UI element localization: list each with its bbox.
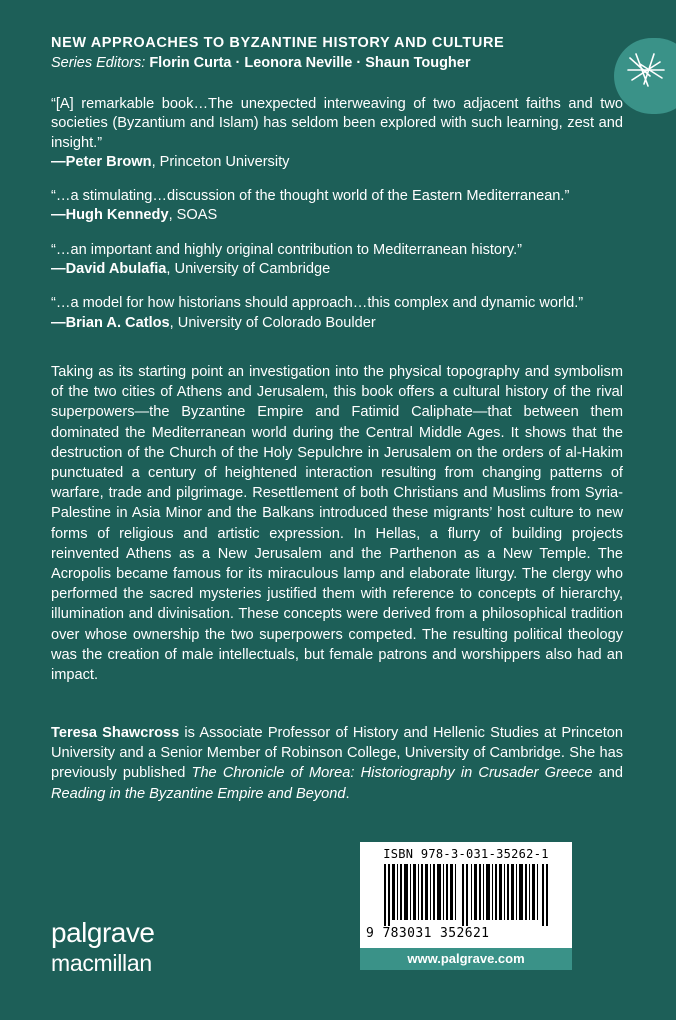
- publisher-logo-line1: palgrave: [51, 917, 155, 948]
- quote-attribution: [51, 260, 623, 279]
- endorsement-quote: [51, 241, 623, 280]
- quote-author: —David Abulafia: [51, 261, 167, 278]
- isbn-digits: 9 783031 352621: [366, 926, 490, 941]
- quote-attribution: [51, 153, 623, 172]
- quote-affiliation: , Princeton University: [151, 153, 290, 170]
- quote-author: —Hugh Kennedy: [51, 207, 169, 224]
- bio-text: .: [345, 785, 350, 802]
- quote-text: “…a stimulating…discussion of the thought world of the Eastern Mediterranean.”: [51, 188, 570, 205]
- palgrave-logo-badge: [614, 38, 676, 114]
- author-name: Teresa Shawcross: [51, 725, 180, 741]
- palgrave-star-icon: [626, 50, 666, 90]
- series-editors-label: Series Editors:: [51, 55, 146, 71]
- quote-text: “…a model for how historians should approach…this complex and dynamic world.”: [51, 295, 584, 312]
- series-title: NEW APPROACHES TO BYZANTINE HISTORY AND CULTURE: [51, 35, 505, 51]
- quote-text: “[A] remarkable book…The unexpected interweaving of two adjacent faiths and two societies (Byzantium and Islam) has seldom been explored with such learning, zest and insight.”: [51, 96, 623, 151]
- book-description: Taking as its starting point an investigation into the physical topography and symbolism of the two cities of Athens and Jerusalem, this book offers a cultural history of the rival superpowers—the Byzantine Empire and Fatimid Caliphate—that between them dominated the Mediterranean world during the Central Middle Ages. It shows that the destruction of the Church of the Holy Sepulchre in Jerusalem on the orders of al-Hakim punctuated a century of heightened interaction resulting from changing patterns of warfare, trade and pilgrimage. Resettlement of both Christians and Muslims from Syria-Palestine in Asia Minor and the Balkans introduced these migrants’ host culture to new forms of religious and artistic expression. In Hellas, a flurry of building projects reinvented Athens as a New Jerusalem and the Parthenon as a New Temple. The Acropolis became famous for its miraculous lamp and elaborate liturgy. The clergy who performed the sacred mysteries justified them with reference to concepts of hierarchy, illumination and divinisation. These concepts were derived from a philosophical tradition over whose ownership the two superpowers competed. The resulting political theology was the creation of male intellectuals, but female patrons and worshippers also had an impact.: [51, 364, 623, 684]
- quote-author: —Peter Brown: [51, 153, 152, 170]
- bio-text: is Associate Professor of History and Hellenic Studies at Princeton University and a Senior Member of Robinson College, University of Cambridge. She has previously published: [51, 725, 623, 782]
- quote-attribution: [51, 314, 623, 333]
- endorsements: [51, 95, 623, 348]
- quote-author: —Brian A. Catlos: [51, 314, 170, 331]
- publisher-website: www.palgrave.com: [360, 948, 572, 970]
- quote-attribution: [51, 206, 623, 225]
- bio-text: and: [592, 765, 623, 782]
- quote-affiliation: , SOAS: [168, 207, 218, 224]
- publisher-logo-line2: macmillan: [51, 950, 152, 976]
- author-bio: [51, 723, 623, 804]
- series-editors: [51, 55, 471, 71]
- barcode-icon: [382, 864, 552, 926]
- series-editors-names: Florin Curta · Leonora Neville · Shaun Tougher: [149, 55, 471, 71]
- isbn-label: ISBN 978-3-031-35262-1: [383, 847, 549, 861]
- quote-affiliation: , University of Colorado Boulder: [169, 314, 376, 331]
- book-title: The Chronicle of Morea: Historiography in Crusader Greece: [191, 765, 593, 782]
- endorsement-quote: [51, 95, 623, 172]
- quote-text: “…an important and highly original contribution to Mediterranean history.”: [51, 241, 523, 258]
- endorsement-quote: [51, 187, 623, 226]
- quote-affiliation: , University of Cambridge: [166, 261, 331, 278]
- endorsement-quote: [51, 294, 623, 333]
- book-title: Reading in the Byzantine Empire and Beyond: [51, 785, 346, 802]
- barcode-box: [360, 842, 572, 948]
